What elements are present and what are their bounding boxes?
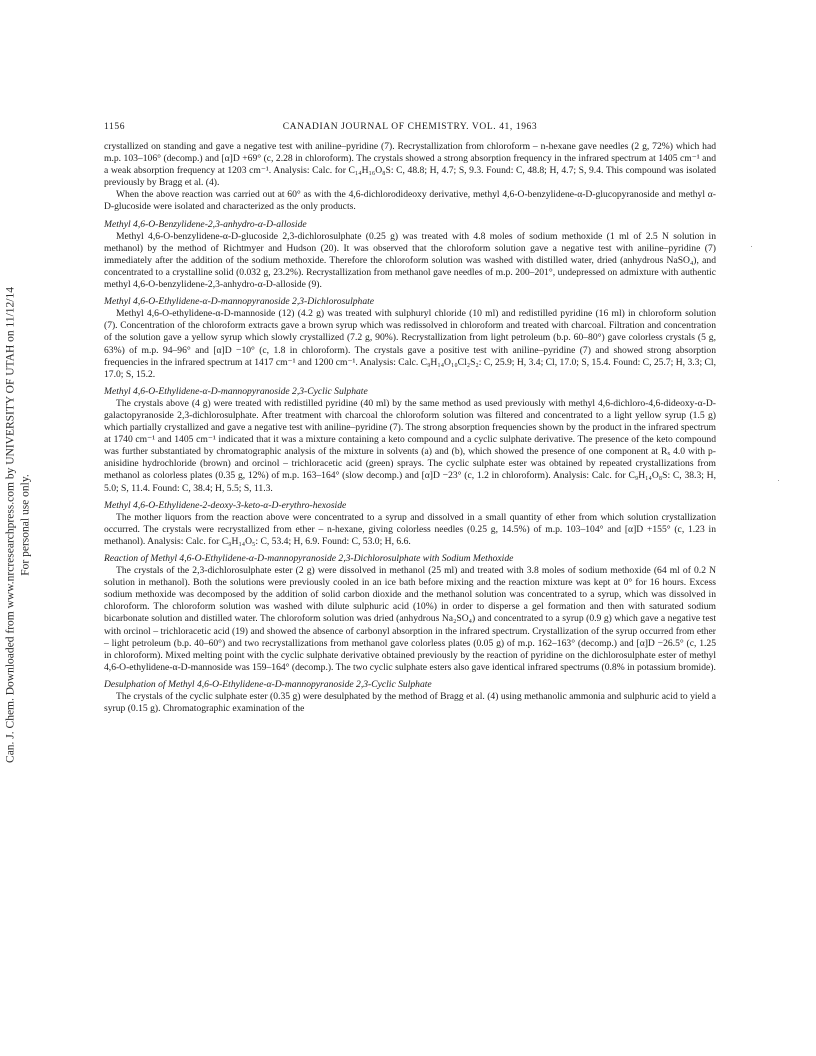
section-heading: Methyl 4,6-O-Ethylidene-2-deoxy-3-keto-α-D-erythro-hexoside bbox=[104, 499, 347, 511]
journal-page bbox=[104, 122, 716, 715]
journal-title: CANADIAN JOURNAL OF CHEMISTRY. VOL. 41, 1963 bbox=[282, 122, 538, 132]
page-number: 1156 bbox=[104, 122, 126, 132]
download-notice-line-1: Can. J. Chem. Downloaded from www.nrcresearchpress.com by UNIVERSITY OF UTAH on 11/12/14 bbox=[4, 287, 17, 763]
paragraph: Methyl 4,6-O-ethylidene-α-D-mannoside (12) (4.2 g) was treated with sulphuryl chloride (10 ml) and redistilled pyridine (16 ml) in chloroform solution (7). Concentration of the chloroform extracts gave a brown syrup which was redissolved in chloroform and treated with charcoal. Filtration and concentration of the solution gave a yellow syrup which slowly crystallized (7.2 g, 90%). Recrystallization from light petroleum (b.p. 60–80°) gave colorless crystals (5 g, 63%) of m.p. 94–96° and [α]D −10° (c, 1.8 in chloroform). The crystals gave a positive test with aniline–pyridine (7) and showed strong absorption frequencies in the infrared spectrum at 1417 cm⁻¹ and 1200 cm⁻¹. Analysis: Calc. C₉H₁₄O₁₀Cl₂S₂: C, 25.9; H, 3.4; Cl, 17.0; S, 15.4. Found: C, 25.7; H, 3.3; Cl, 17.0; S, 15.2. bbox=[104, 308, 716, 380]
paragraph: When the above reaction was carried out at 60° as with the 4,6-dichlorodideoxy derivative, methyl 4,6-O-benzylidene-α-D-glucopyranoside and methyl α-D-glucoside were isolated and characterized as the only products. bbox=[104, 189, 716, 213]
section-heading: Methyl 4,6-O-Benzylidene-2,3-anhydro-α-D-alloside bbox=[104, 218, 307, 230]
section-heading: Methyl 4,6-O-Ethylidene-α-D-mannopyranoside 2,3-Dichlorosulphate bbox=[104, 296, 375, 308]
download-notice bbox=[0, 270, 36, 780]
paragraph: The mother liquors from the reaction above were concentrated to a syrup and dissolved in a small quantity of ether from which solution crystallization occurred. The crystals were recrystallized from ether – n-hexane, giving colorless needles (0.25 g, 14.5%) of m.p. 103–104° and [α]D +155° (c, 1.23 in methanol). Analysis: Calc. for C₉H₁₄O₅: C, 53.4; H, 6.9. Found: C, 53.0; H, 6.6. bbox=[104, 511, 716, 547]
section-heading: Desulphation of Methyl 4,6-O-Ethylidene-α-D-mannopyranoside 2,3-Cyclic Sulphate bbox=[104, 678, 432, 690]
section-heading: Reaction of Methyl 4,6-O-Ethylidene-α-D-mannopyranoside 2,3-Dichlorosulphate with Sodium Methoxide bbox=[104, 553, 514, 564]
paragraph: crystallized on standing and gave a negative test with aniline–pyridine (7). Recrystallization from chloroform – n-hexane gave needles (2 g, 72%) which had m.p. 103–106° (decomp.) and [α]D +69° (c, 2.28 in chloroform). The crystals showed a strong absorption frequency in the infrared spectrum at 1405 cm⁻¹ and a weak absorption frequency at 1203 cm⁻¹. Analysis: Calc. for C₁₄H₁₆O₈S: C, 48.8; H, 4.7; S, 9.3. Found: C, 48.8; H, 4.7; S, 9.4. This compound was isolated previously by Bragg et al. (4). bbox=[104, 141, 716, 189]
article-body bbox=[104, 141, 716, 715]
paragraph: The crystals above (4 g) were treated with redistilled pyridine (40 ml) by the same method as used previously with methyl 4,6-dichloro-4,6-dideoxy-α-D-galactopyranoside 2,3-dichlorosulphate. After treatment with charcoal the chloroform solution was filtered and concentrated to a light yellow syrup (1.5 g) which partially crystallized and gave a negative test with aniline–pyridine (7). The strong absorption frequencies shown by the product in the infrared spectrum at 1740 cm⁻¹ and 1405 cm⁻¹ indicated that it was a mixture containing a keto compound and a cyclic sulphate derivative. The presence of the keto compound was further substantiated by chromatographic analysis of the mixture in solvents (a) and (b), which showed the presence of one component at Rₓ 4.0 with p-anisidine hydrochloride (brown) and orcinol – trichloracetic acid (green) sprays. The cyclic sulphate ester was obtained by repeated crystallizations from methanol as colorless plates (0.35 g, 12%) of m.p. 163–164° (slow decomp.) and [α]D −23° (c, 1.2 in chloroform). Analysis: Calc. for C₉H₁₄O₈S: C, 38.3; H, 5.0; S, 11.4. Found: C, 38.4; H, 5.5; S, 11.3. bbox=[104, 397, 716, 494]
running-head bbox=[104, 122, 716, 136]
scan-speck bbox=[751, 246, 752, 247]
paragraph: The crystals of the cyclic sulphate ester (0.35 g) were desulphated by the method of Bragg et al. (4) using methanolic ammonia and sulphuric acid to yield a syrup (0.15 g). Chromatographic examination of the bbox=[104, 691, 716, 715]
paragraph: Methyl 4,6-O-benzylidene-α-D-glucoside 2,3-dichlorosulphate (0.25 g) was treated with 4.8 moles of sodium methoxide (1 ml of 2.5 N solution in methanol) by the method of Richtmyer and Hudson (20). It was observed that the chloroform solution gave a negative test with aniline–pyridine (7) immediately after the addition of the sodium methoxide. Therefore the chloroform solution was washed with distilled water, dried (anhydrous NaSO₄), and concentrated to a crystalline solid (0.032 g, 23.2%). Recrystallization from methanol gave needles of m.p. 200–201°, undepressed on admixture with authentic methyl 4,6-O-benzylidene-2,3-anhydro-α-D-alloside (9). bbox=[104, 230, 716, 291]
scan-speck bbox=[778, 480, 779, 481]
download-notice-line-2: For personal use only. bbox=[19, 474, 32, 576]
paragraph: The crystals of the 2,3-dichlorosulphate ester (2 g) were dissolved in methanol (25 ml) and treated with 3.8 moles of sodium methoxide (64 ml of 0.2 N solution in methanol). Both the solutions were previously cooled in an ice bath before mixing and the reaction mixture was kept at 0° for 16 hours. Excess sodium methoxide was decomposed by the addition of solid carbon dioxide and the methanol solution was concentrated to a syrup, which was dissolved in chloroform. The chloroform solution was washed with dilute sulphuric acid (10%) in order to disperse a gel formation and then with saturated sodium bicarbonate solution and distilled water. The chloroform solution was dried (anhydrous Na₂SO₄) and concentrated to a syrup (0.9 g) which gave a negative test with orcinol – trichloracetic acid (19) and showed the absence of carbonyl absorption in the infrared spectrum. Crystallization of the syrup occurred from ether – light petroleum (b.p. 40–60°) and two recrystallizations from methanol gave colorless plates (0.05 g) of m.p. 162–163° (decomp.) and [α]D −26.5° (c, 1.25 in chloroform). Mixed melting point with the cyclic sulphate derivative obtained previously by the reaction of pyridine on the dichlorosulphate ester of methyl 4,6-O-ethylidene-α-D-mannoside was 159–164° (decomp.). The two cyclic sulphate esters also gave identical infrared spectrums (0.8% in potassium bromide). bbox=[104, 565, 716, 673]
section-heading: Methyl 4,6-O-Ethylidene-α-D-mannopyranoside 2,3-Cyclic Sulphate bbox=[104, 385, 368, 397]
